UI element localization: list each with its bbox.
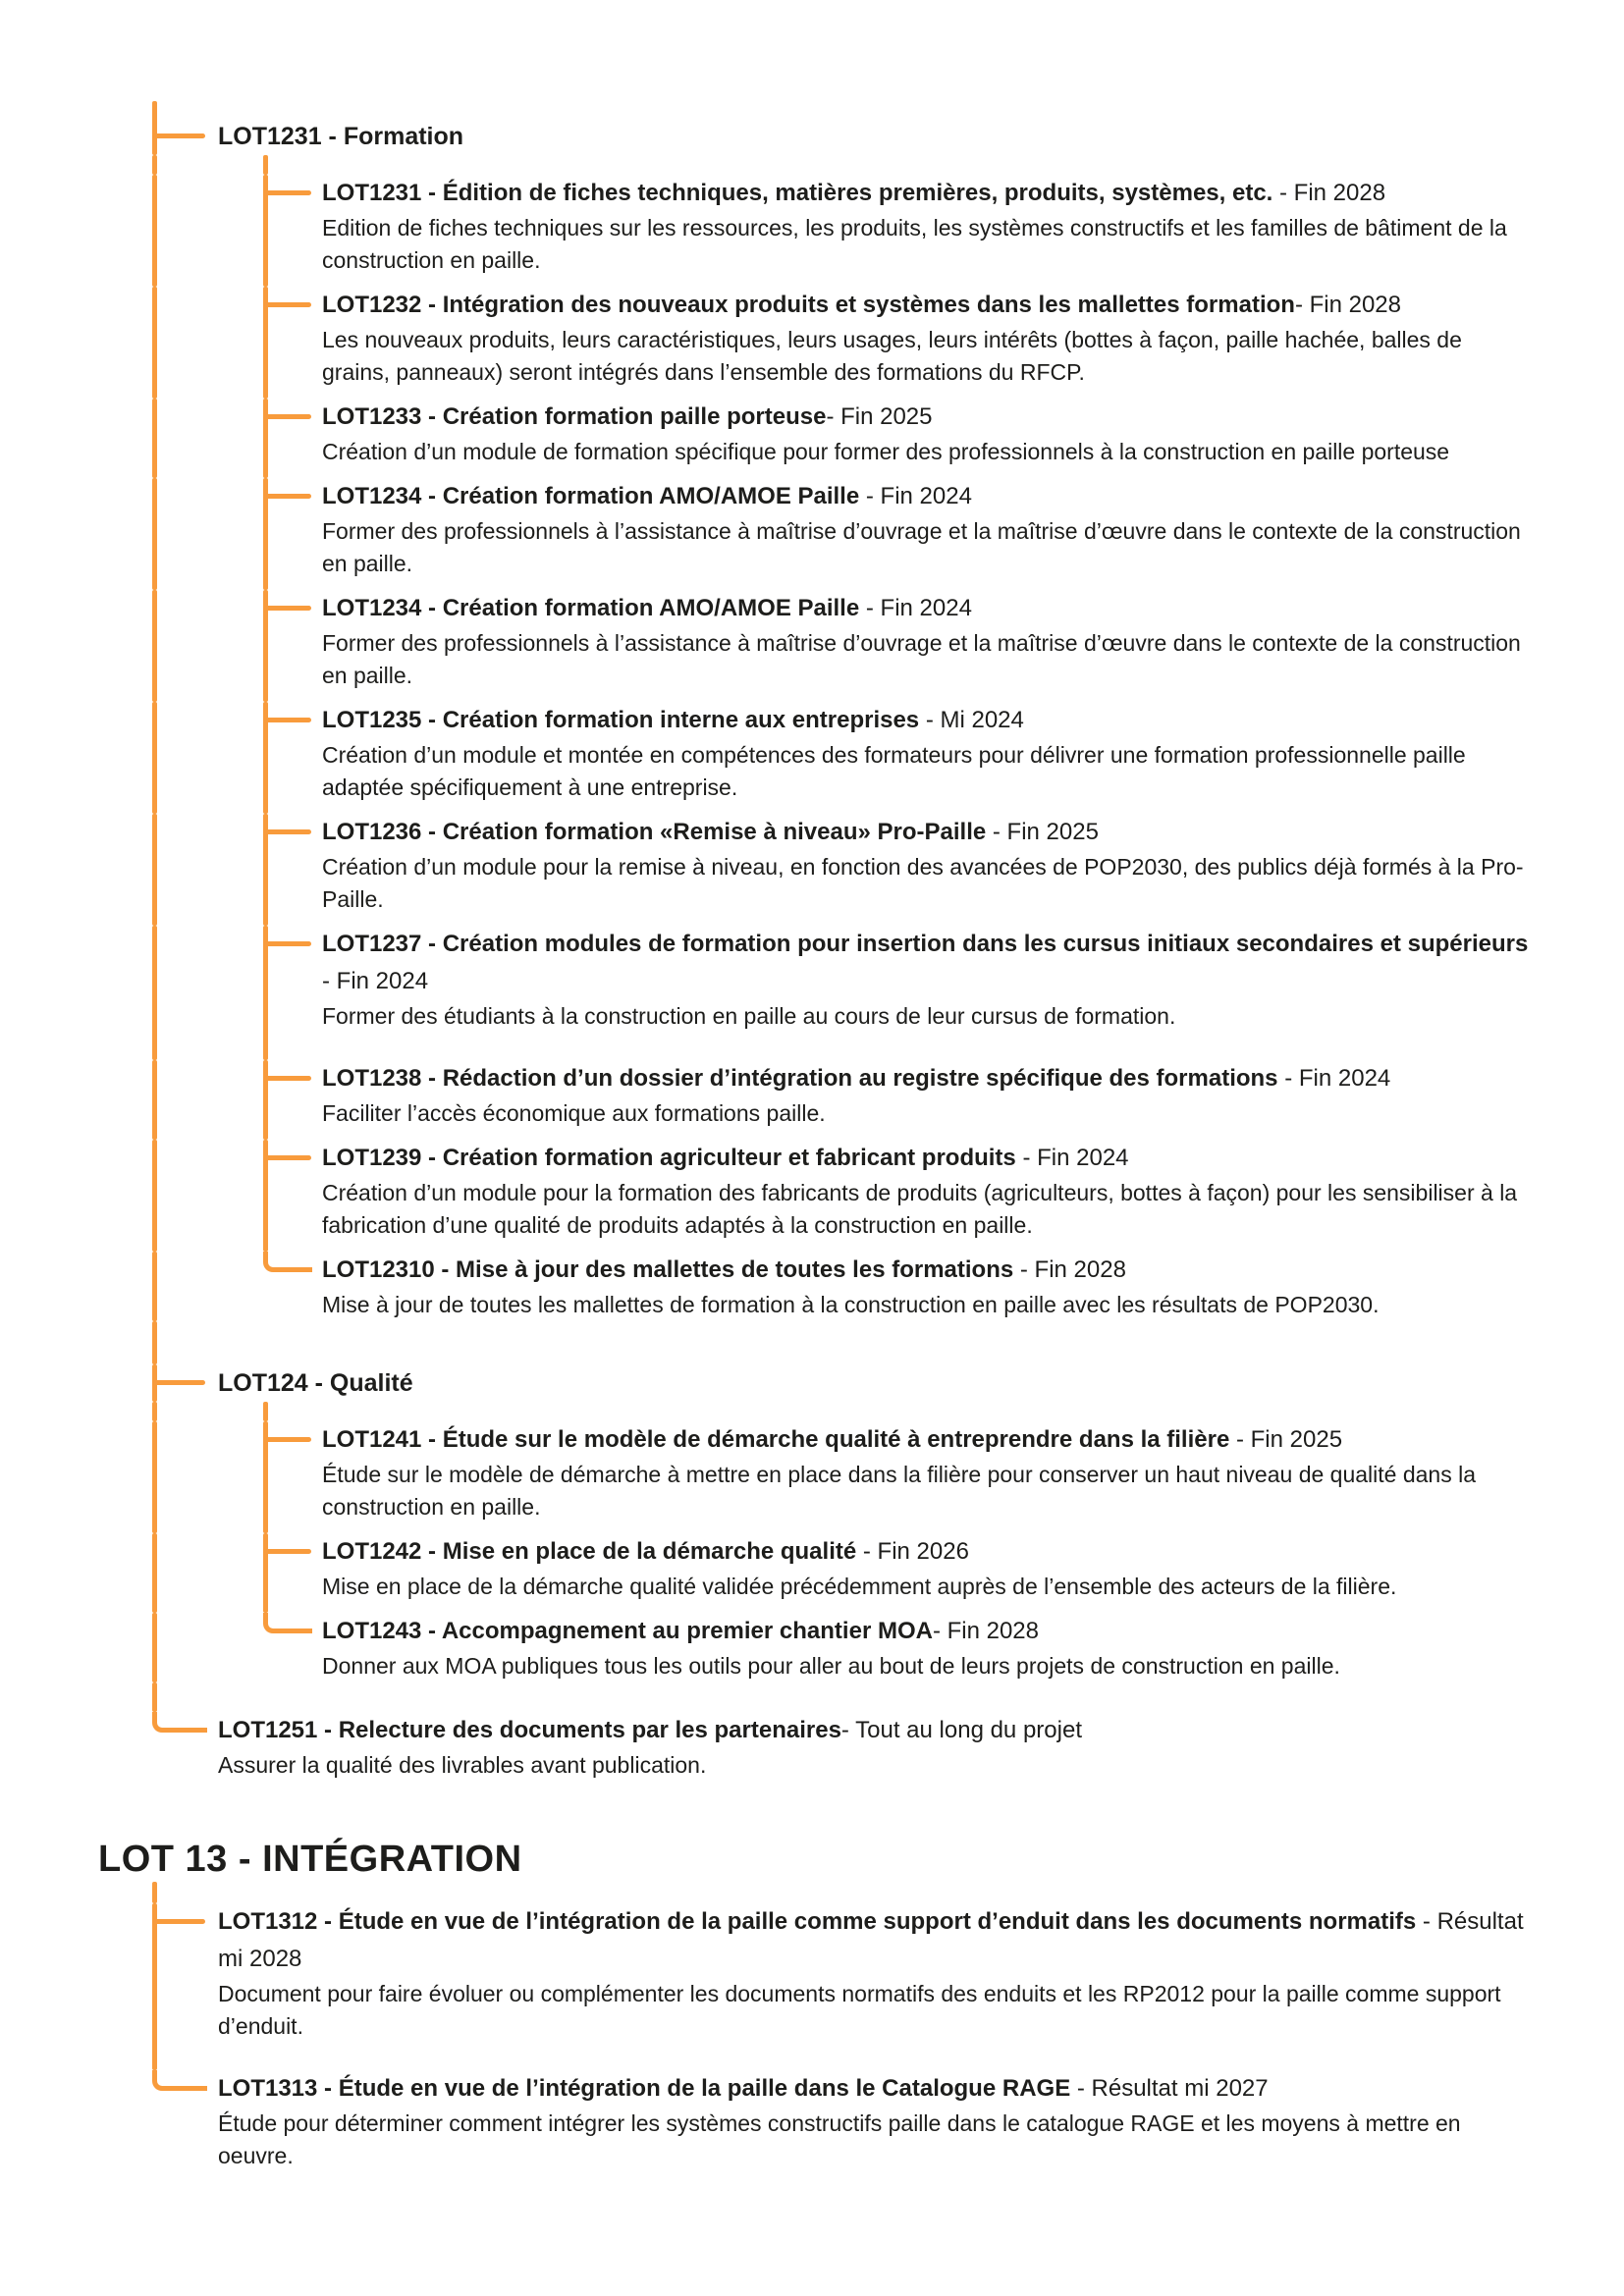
section-heading-lot13: LOT 13 - INTÉGRATION: [98, 1839, 522, 1880]
wbs-item-description: Mise à jour de toutes les mallettes de formation à la construction en paille avec les résultats de POP2030.: [322, 1292, 1380, 1317]
wbs-item-deadline: - Résultat mi 2027: [1070, 2075, 1269, 2102]
wbs-item-deadline: - Fin 2028: [1013, 1256, 1126, 1283]
wbs-item-name: LOT1231 - Édition de fiches techniques, matières premières, produits, systèmes, etc.: [322, 180, 1273, 206]
tree-rail: [152, 1682, 157, 1712]
tree-connector-tick: [264, 606, 311, 611]
tree-connector-tick: [264, 1437, 311, 1442]
wbs-item-row: [0, 814, 1624, 926]
tree-connector-tick: [264, 1155, 311, 1160]
wbs-item-title: [322, 1533, 1532, 1571]
wbs-item-name: LOT1238 - Rédaction d’un dossier d’intégration au registre spécifique des formations: [322, 1065, 1278, 1092]
tree-rail: [152, 1140, 157, 1252]
wbs-item-deadline: - Tout au long du projet: [840, 1717, 1082, 1743]
tree-rail: [152, 478, 157, 590]
wbs-item-row: [0, 1140, 1624, 1252]
tree-rail: [152, 1060, 157, 1140]
wbs-item-title: [322, 1252, 1532, 1289]
tree-connector-tick: [264, 494, 311, 499]
wbs-item-title: [322, 399, 1532, 436]
wbs-item-name: LOT1232 - Intégration des nouveaux produits et systèmes dans les mallettes formation: [322, 292, 1295, 318]
wbs-item-name: LOT1234 - Création formation AMO/AMOE Paille: [322, 483, 860, 509]
tree-rail: [152, 175, 157, 287]
wbs-item-deadline: - Fin 2024: [859, 595, 972, 621]
tree-rail: [263, 399, 268, 478]
wbs-item-title: [322, 926, 1532, 1000]
wbs-item-name: LOT1251 - Relecture des documents par les partenaires: [218, 1717, 841, 1743]
tree-rail: [152, 399, 157, 478]
wbs-item-row: [0, 2070, 1624, 2172]
wbs-item-title: [218, 1903, 1534, 1978]
wbs-item-description: Former des étudiants à la construction en paille au cours de leur cursus de formation.: [322, 1003, 1176, 1029]
wbs-item-row: [0, 1060, 1624, 1140]
wbs-item-name: LOT1236 - Création formation «Remise à niveau» Pro-Paille: [322, 819, 987, 845]
wbs-item-name: LOT1237 - Création modules de formation pour insertion dans les cursus initiaux secondaires et supérieurs: [322, 931, 1529, 957]
tree-rail: [152, 155, 157, 175]
wbs-item-name: LOT1235 - Création formation interne aux entreprises: [322, 707, 920, 733]
wbs-item-row: [0, 1712, 1624, 1782]
wbs-item-title: [322, 175, 1532, 212]
wbs-item-name: LOT1313 - Étude en vue de l’intégration de la paille dans le Catalogue RAGE: [218, 2075, 1071, 2102]
tree-connector-tick: [153, 1380, 205, 1385]
tree-rail: [263, 1060, 268, 1140]
wbs-item-deadline: - Fin 2028: [1272, 180, 1386, 206]
wbs-item-row: [0, 287, 1624, 399]
tree-connector-elbow: [263, 1613, 312, 1633]
wbs-tree-lot13: [0, 1882, 1624, 2172]
wbs-item-description: Assurer la qualité des livrables avant publication.: [218, 1752, 707, 1778]
wbs-item-description: Donner aux MOA publiques tous les outils pour aller au bout de leurs projets de construction en paille.: [322, 1653, 1340, 1679]
wbs-item-description: Création d’un module et montée en compétences des formateurs pour délivrer une formation professionnelle paille adaptée spécifiquement à une entreprise.: [322, 742, 1466, 800]
wbs-item-description: Former des professionnels à l’assistance à maîtrise d’ouvrage et la maîtrise d’œuvre dans le contexte de la construction en paille.: [322, 518, 1521, 576]
tree-rail: [263, 155, 268, 175]
tree-connector-tick: [153, 133, 205, 138]
tree-rail: [152, 1903, 157, 2070]
tree-connector-tick: [264, 829, 311, 834]
wbs-item-name: LOT1233 - Création formation paille porteuse: [322, 403, 827, 430]
wbs-item-title: [322, 702, 1532, 739]
wbs-group-label: LOT124 - Qualité: [218, 1369, 413, 1397]
wbs-item-title: [322, 1060, 1532, 1097]
wbs-item-title: [218, 1712, 1534, 1749]
wbs-item-deadline: - Fin 2028: [932, 1618, 1039, 1644]
wbs-item-row: [0, 1613, 1624, 1682]
wbs-item-deadline: - Fin 2024: [859, 483, 972, 509]
wbs-item-deadline: - Fin 2026: [856, 1538, 969, 1565]
wbs-item-title: [322, 287, 1532, 324]
tree-rail: [152, 1321, 157, 1364]
tree-rail: [152, 287, 157, 399]
wbs-item-name: LOT1243 - Accompagnement au premier chantier MOA: [322, 1618, 933, 1644]
wbs-item-deadline: - Fin 2024: [322, 968, 429, 994]
wbs-item-description: Document pour faire évoluer ou complémenter les documents normatifs des enduits et les RP2012 pour la paille comme support d’enduit.: [218, 1981, 1501, 2039]
wbs-item-deadline: - Fin 2024: [1015, 1145, 1129, 1171]
wbs-item-name: LOT1234 - Création formation AMO/AMOE Paille: [322, 595, 860, 621]
wbs-item-row: [0, 590, 1624, 702]
wbs-item-description: Edition de fiches techniques sur les ressources, les produits, les systèmes constructifs et les familles de bâtiment de la construction en paille.: [322, 215, 1507, 273]
wbs-item-description: Mise en place de la démarche qualité validée précédemment auprès de l’ensemble des acteurs de la filière.: [322, 1574, 1397, 1599]
tree-connector-elbow: [152, 2070, 207, 2091]
wbs-item-row: [0, 1903, 1624, 2070]
tree-rail: [152, 1252, 157, 1321]
tree-spacer: [0, 1321, 1624, 1364]
wbs-item-row: [0, 478, 1624, 590]
wbs-item-description: Former des professionnels à l’assistance à maîtrise d’ouvrage et la maîtrise d’œuvre dans le contexte de la construction en paille.: [322, 630, 1521, 688]
tree-spacer: [0, 1402, 1624, 1421]
wbs-item-title: [322, 1421, 1532, 1459]
wbs-item-row: [0, 1421, 1624, 1533]
tree-rail: [152, 702, 157, 814]
tree-rail: [263, 1402, 268, 1421]
tree-spacer: [0, 1682, 1624, 1712]
wbs-item-row: [0, 399, 1624, 478]
tree-connector-tick: [264, 941, 311, 946]
tree-connector-tick: [264, 718, 311, 722]
tree-rail: [152, 1613, 157, 1682]
tree-spacer: [0, 1882, 1624, 1903]
wbs-item-description: Étude sur le modèle de démarche à mettre en place dans la filière pour conserver un haut niveau de qualité dans la construction en paille.: [322, 1462, 1476, 1520]
wbs-item-deadline: - Fin 2025: [1229, 1426, 1343, 1453]
wbs-group-row: [0, 118, 1624, 155]
wbs-item-row: [0, 702, 1624, 814]
wbs-item-description: Faciliter l’accès économique aux formations paille.: [322, 1100, 826, 1126]
tree-connector-tick: [264, 190, 311, 195]
wbs-item-name: LOT1241 - Étude sur le modèle de démarche qualité à entreprendre dans la filière: [322, 1426, 1230, 1453]
wbs-item-name: LOT1242 - Mise en place de la démarche qualité: [322, 1538, 857, 1565]
tree-connector-tick: [153, 1919, 205, 1924]
wbs-item-row: [0, 175, 1624, 287]
wbs-item-name: LOT1239 - Création formation agriculteur et fabricant produits: [322, 1145, 1016, 1171]
tree-connector-tick: [264, 1076, 311, 1081]
wbs-item-description: Création d’un module de formation spécifique pour former des professionnels à la construction en paille porteuse: [322, 439, 1450, 464]
wbs-item-description: Les nouveaux produits, leurs caractéristiques, leurs usages, leurs intérêts (bottes à façon, paille hachée, balles de grains, panneaux) seront intégrés dans l’ensemble des formations du RFCP.: [322, 327, 1462, 385]
tree-rail: [152, 926, 157, 1060]
tree-connector-elbow: [152, 1712, 207, 1733]
wbs-item-title: [322, 590, 1532, 627]
wbs-item-deadline: - Fin 2025: [826, 403, 933, 430]
wbs-item-deadline: - Résultat mi 2028: [218, 1908, 1524, 1972]
tree-spacer: [0, 155, 1624, 175]
tree-rail: [152, 1882, 157, 1903]
wbs-item-description: Création d’un module pour la formation des fabricants de produits (agriculteurs, bottes à façon) pour les sensibiliser à la fabrication d’une qualité de produits adaptés à la construction en paille.: [322, 1180, 1518, 1238]
tree-connector-tick: [264, 414, 311, 419]
tree-rail: [263, 1533, 268, 1613]
wbs-item-title: [322, 814, 1532, 851]
wbs-tree: [0, 118, 1624, 1782]
wbs-item-row: [0, 1533, 1624, 1613]
tree-rail: [152, 1402, 157, 1421]
tree-rail: [152, 1421, 157, 1533]
wbs-item-description: Création d’un module pour la remise à niveau, en fonction des avancées de POP2030, des publics déjà formés à la Pro-Paille.: [322, 854, 1524, 912]
wbs-item-deadline: - Mi 2024: [919, 707, 1024, 733]
tree-rail: [152, 1533, 157, 1613]
wbs-item-deadline: - Fin 2025: [986, 819, 1099, 845]
tree-rail: [152, 101, 157, 155]
wbs-item-row: [0, 926, 1624, 1060]
tree-connector-elbow: [263, 1252, 312, 1272]
wbs-item-name: LOT1312 - Étude en vue de l’intégration de la paille comme support d’enduit dans les documents normatifs: [218, 1908, 1417, 1935]
wbs-item-description: Étude pour déterminer comment intégrer les systèmes constructifs paille dans le catalogue RAGE et les moyens à mettre en oeuvre.: [218, 2110, 1461, 2168]
wbs-item-title: [322, 1140, 1532, 1177]
tree-rail: [152, 814, 157, 926]
tree-rail: [152, 590, 157, 702]
wbs-item-name: LOT12310 - Mise à jour des mallettes de toutes les formations: [322, 1256, 1014, 1283]
wbs-item-deadline: - Fin 2024: [1277, 1065, 1391, 1092]
tree-connector-tick: [264, 302, 311, 307]
wbs-item-row: [0, 1252, 1624, 1321]
tree-connector-tick: [264, 1549, 311, 1554]
wbs-item-title: [322, 1613, 1532, 1650]
wbs-item-title: [218, 2070, 1534, 2108]
wbs-group-label: LOT1231 - Formation: [218, 123, 464, 150]
wbs-item-deadline: - Fin 2028: [1294, 292, 1401, 318]
wbs-group-row: [0, 1364, 1624, 1402]
wbs-item-title: [322, 478, 1532, 515]
